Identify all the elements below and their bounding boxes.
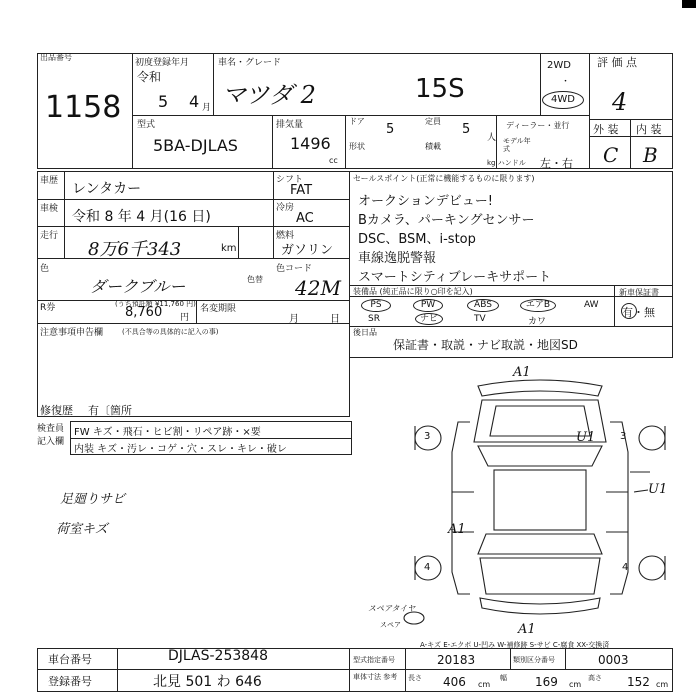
lot-number: 1158 bbox=[45, 90, 122, 125]
recycle-label: R券 bbox=[40, 303, 56, 313]
inspector-label: 検査員記入欄 bbox=[37, 424, 65, 447]
repair-label: 修復歴 bbox=[40, 404, 73, 417]
sales-item-3: DSC、BSM、i-stop bbox=[358, 232, 476, 247]
exterior-grade: C bbox=[603, 143, 619, 167]
car-diagram bbox=[400, 362, 680, 632]
aircon-label: 冷房 bbox=[276, 203, 295, 213]
corner-marker bbox=[682, 0, 696, 8]
door-cap-box bbox=[345, 115, 497, 169]
diagram-mark-right-side: U1 bbox=[648, 482, 668, 497]
height-unit: cm bbox=[656, 680, 669, 689]
shift-value: FAT bbox=[290, 183, 313, 198]
car-name: マツダ 2 bbox=[222, 81, 316, 109]
sales-item-1: オークションデビュー! bbox=[358, 194, 493, 209]
reg-month-unit: 月 bbox=[202, 103, 212, 113]
capacity-value: 5 bbox=[462, 122, 471, 137]
new-warranty-label: 新車保証書 bbox=[619, 288, 659, 297]
equip-sr: SR bbox=[368, 314, 380, 324]
diagram-mark-wheel-fl: 3 bbox=[424, 431, 431, 442]
width-value: 169 bbox=[535, 675, 558, 689]
plate-label: 登録番号 bbox=[48, 675, 92, 688]
capacity-unit: 人 bbox=[487, 133, 497, 143]
sales-item-4: 車線逸脱警報 bbox=[358, 251, 437, 266]
interior-grade: B bbox=[643, 143, 658, 167]
recycle-unit: 円 bbox=[180, 313, 190, 323]
height-label: 高さ bbox=[588, 674, 602, 682]
interior-label: 内 装 bbox=[636, 123, 662, 136]
equip-airbag: エアB bbox=[520, 299, 556, 312]
equip-navi: ナビ bbox=[415, 313, 443, 325]
equipment-label: 装備品 (純正品に限り○印を記入) bbox=[353, 287, 473, 296]
length-value: 406 bbox=[443, 675, 466, 689]
repair-value: 有〔箇所 bbox=[88, 404, 132, 417]
notes-label: 注意事項申告欄 bbox=[40, 328, 104, 338]
chassis-label: 車台番号 bbox=[48, 653, 92, 666]
diagram-mark-rear: A1 bbox=[518, 622, 536, 637]
color-tone-label: 色替 bbox=[247, 275, 263, 284]
after-value: 保証書・取説・ナビ取説・地図SD bbox=[393, 338, 578, 352]
mileage-unit: km bbox=[221, 243, 237, 254]
sales-item-2: Bカメラ、パーキングセンサー bbox=[358, 213, 535, 228]
equip-leather: カワ bbox=[528, 317, 547, 327]
lot-label: 出品番号 bbox=[40, 53, 72, 62]
diagram-mark-wheel-rl: 4 bbox=[424, 562, 431, 573]
displacement-label: 排気量 bbox=[276, 120, 304, 130]
history-value: レンタカー bbox=[72, 181, 142, 197]
sales-item-5: スマートシティブレーキサポート bbox=[358, 270, 552, 285]
displacement-value: 1496 bbox=[290, 134, 331, 153]
capacity-label: 定員 bbox=[425, 117, 441, 126]
recycle-due-label: 名変期限 bbox=[200, 304, 237, 314]
drive-2wd: 2WD bbox=[547, 60, 571, 71]
handwritten-note-2: 荷室キズ bbox=[56, 522, 108, 537]
exterior-label: 外 装 bbox=[593, 123, 619, 136]
recycle-value: 8,760 bbox=[125, 305, 163, 320]
inspector-row2: 内装 キズ・汚レ・コゲ・穴・スレ・キレ・破レ bbox=[74, 444, 287, 455]
after-label: 後日品 bbox=[353, 328, 377, 337]
diagram-mark-front: A1 bbox=[513, 365, 531, 380]
class-label: 類別区分番号 bbox=[513, 656, 555, 664]
plate-value: 北見 501 わ 646 bbox=[153, 674, 262, 690]
chassis-value: DJLAS-253848 bbox=[168, 648, 268, 664]
recycle-month: 月 bbox=[289, 314, 299, 325]
model-label: 型式 bbox=[137, 120, 156, 130]
rating-box bbox=[589, 53, 673, 169]
handle-label: kg ハンドル bbox=[487, 159, 526, 167]
recycle-sub: (うち預託額 ¥11,760 円) bbox=[115, 300, 196, 308]
shift-label: シフト bbox=[276, 175, 304, 185]
load-label: 積載 bbox=[425, 142, 441, 151]
color-label: 色 bbox=[40, 264, 50, 274]
equip-ps: PS bbox=[361, 299, 391, 312]
drive-dot: ・ bbox=[561, 77, 571, 87]
diagram-mark-right-top: U1 bbox=[576, 430, 596, 445]
inspector-row1: FW キズ・飛石・ヒビ割・リペア跡・×要 bbox=[74, 427, 261, 438]
warranty-circle bbox=[621, 303, 637, 319]
type-designation: 20183 bbox=[437, 653, 476, 667]
mileage-label: 走行 bbox=[40, 231, 59, 241]
ref-label: 車体寸法 参考 bbox=[353, 673, 398, 681]
color-code-label: 色コード bbox=[276, 264, 313, 274]
history-label: 車歴 bbox=[40, 176, 59, 186]
reg-year-value: 5 bbox=[158, 92, 169, 111]
handle-value: 左・右 bbox=[540, 157, 573, 170]
diagram-mark-wheel-fr: 3 bbox=[620, 431, 627, 442]
width-unit: cm bbox=[569, 680, 582, 689]
model-year-label: モデル年式 bbox=[503, 137, 531, 153]
recycle-day: 日 bbox=[330, 314, 340, 325]
equip-tv: TV bbox=[474, 314, 486, 324]
door-label: ドア bbox=[349, 117, 365, 126]
diagram-legend: A-キズ E-エクボ U-凹み W-補修跡 S-サビ C-腐食 XX-交換済 bbox=[420, 641, 610, 649]
rating-label: 評 価 点 bbox=[597, 56, 637, 69]
width-label: 幅 bbox=[500, 674, 507, 682]
drive-4wd: 4WD bbox=[542, 91, 584, 109]
mileage-value: 8万6千343 bbox=[88, 239, 182, 260]
dealer-label: ディーラー・並行 bbox=[506, 121, 570, 130]
displacement-unit: cc bbox=[329, 156, 338, 165]
spare-note: スペア bbox=[380, 621, 401, 629]
new-warranty-value: 有・無 bbox=[622, 306, 655, 319]
color-code: 42M bbox=[295, 276, 341, 300]
handwritten-note-1: 足廻りサビ bbox=[60, 492, 126, 507]
aircon-value: AC bbox=[296, 211, 314, 226]
equip-aw: AW bbox=[584, 300, 599, 310]
color-value: ダークブルー bbox=[90, 277, 186, 296]
inspection-label: 車検 bbox=[40, 204, 59, 214]
diagram-mark-wheel-rr: 4 bbox=[622, 562, 629, 573]
car-name-label: 車名・グレード bbox=[218, 58, 282, 68]
fuel-value: ガソリン bbox=[281, 243, 334, 258]
height-value: 152 bbox=[627, 675, 650, 689]
reg-year-label: 初度登録年月 bbox=[135, 58, 190, 68]
spare-label: スペアタイヤ bbox=[368, 604, 416, 613]
diagram-mark-left-side: A1 bbox=[448, 522, 466, 537]
length-unit: cm bbox=[478, 680, 491, 689]
reg-month-value: 4 bbox=[189, 92, 200, 111]
sales-label: セールスポイント(正常に機能するものに限ります) bbox=[353, 174, 535, 183]
type-designation-label: 型式指定番号 bbox=[353, 656, 395, 664]
length-label: 長さ bbox=[408, 674, 422, 682]
fuel-label: 燃料 bbox=[276, 231, 295, 241]
equip-pw: PW bbox=[413, 299, 443, 312]
class-value: 0003 bbox=[598, 653, 629, 667]
door-value: 5 bbox=[386, 122, 395, 137]
rating-score: 4 bbox=[612, 88, 628, 116]
inspection-value: 令和 8 年 4 月(16 日) bbox=[72, 209, 211, 225]
reg-era: 令和 bbox=[137, 70, 162, 84]
equip-abs: ABS bbox=[467, 299, 499, 312]
model-value: 5BA-DJLAS bbox=[153, 136, 238, 155]
notes-sub: (不具合等の具体的に記入の事) bbox=[122, 328, 219, 336]
car-grade: 15S bbox=[415, 74, 465, 104]
shape-label: 形状 bbox=[349, 142, 365, 151]
